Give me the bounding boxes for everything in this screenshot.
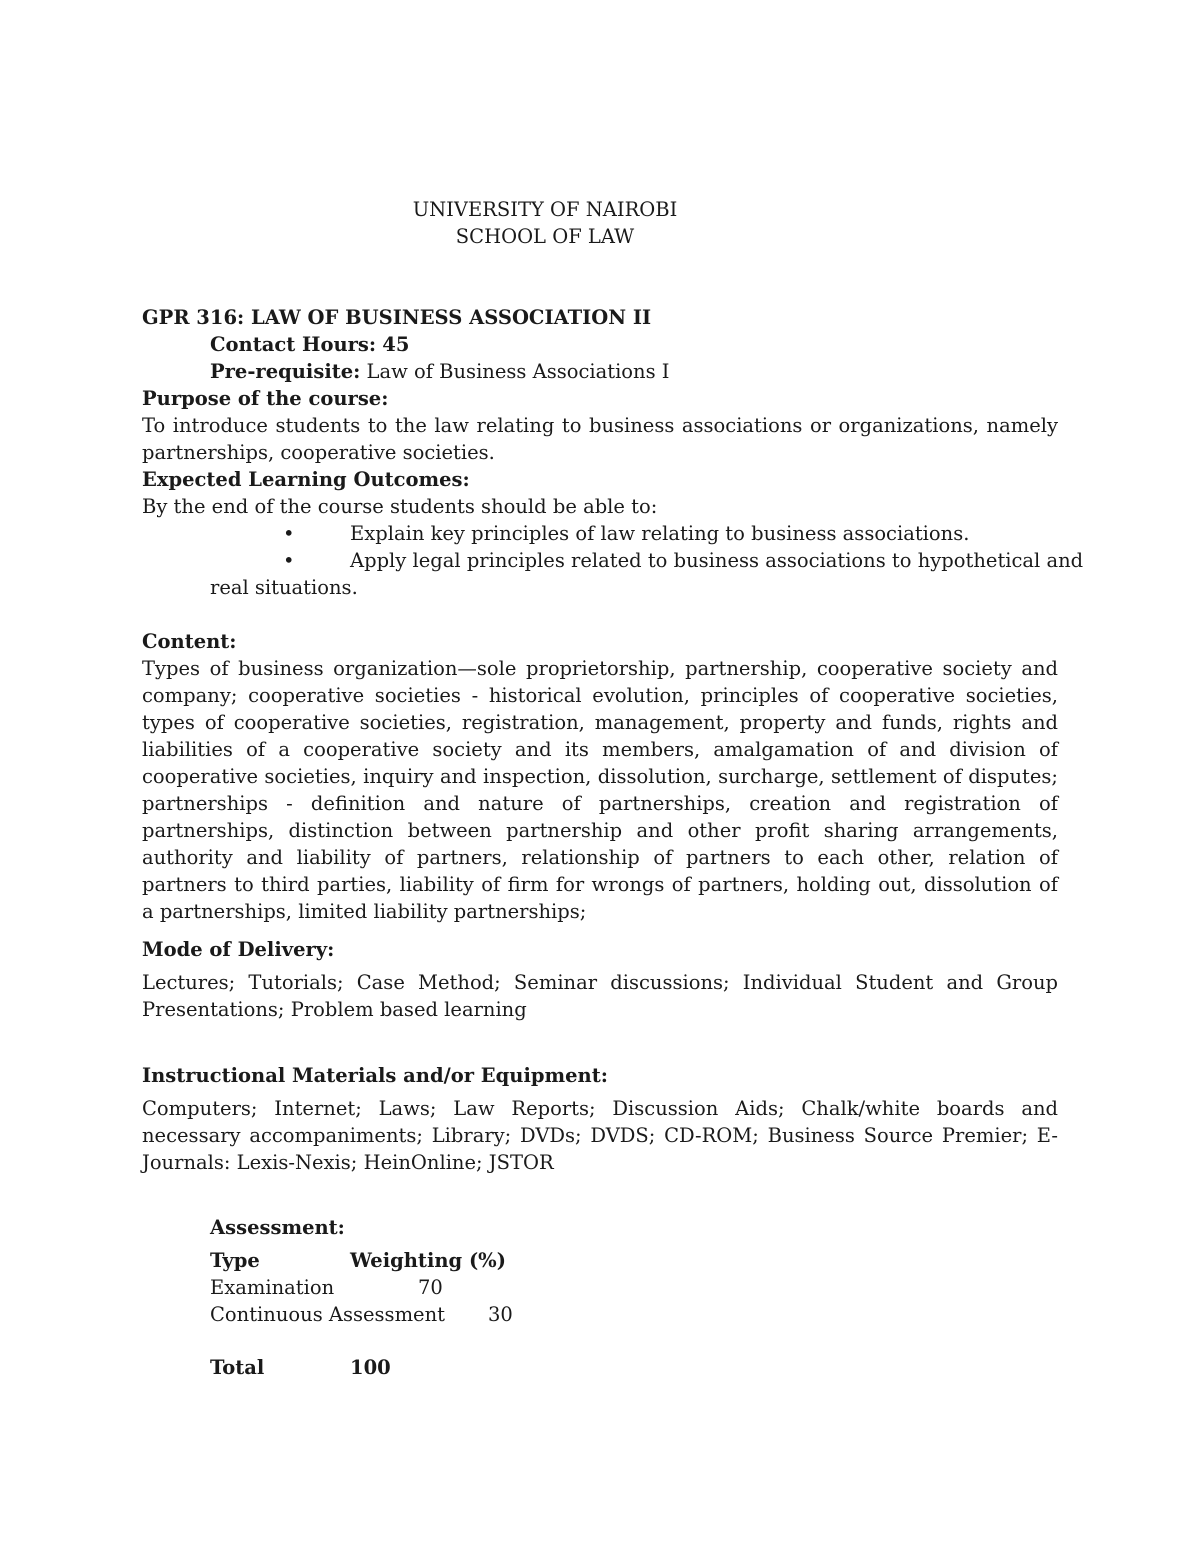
purpose-heading: Purpose of the course: (142, 387, 389, 410)
course-title: GPR 316: LAW OF BUSINESS ASSOCIATION II (142, 306, 652, 329)
assessment-col-weight: Weighting (%) (350, 1249, 506, 1272)
purpose-text: To introduce students to the law relating to business associations or organizations, namely partnerships, cooperative societies. (142, 414, 1058, 464)
outcomes-heading: Expected Learning Outcomes: (142, 468, 470, 491)
prerequisite-value: Law of Business Associations I (366, 360, 670, 383)
assessment-row-weight: 30 (488, 1303, 513, 1326)
assessment-total-value: 100 (350, 1356, 391, 1379)
outcomes-intro: By the end of the course students should be able to: (142, 495, 658, 518)
outcome-item: Explain key principles of law relating to business associations. (350, 522, 970, 545)
assessment-row-type: Examination (210, 1276, 335, 1299)
bullet-icon: • (283, 522, 295, 545)
outcome-item-continued: real situations. (210, 576, 358, 599)
content-text: Types of business organization—sole proprietorship, partnership, cooperative society and company; cooperative societies - historical evolution, principles of cooperative societies, types of cooperative societies, registration, management, property and funds, rights and liabilities of a cooperative society and its members, amalgamation of and division of cooperative societies, inquiry and inspection, dissolution, surcharge, settlement of disputes; partnerships - definition and nature of partnerships, creation and registration of partnerships, distinction between partnership and other profit sharing arrangements, authority and liability of partners, relationship of partners to each other, relation of partners to third parties, liability of firm for wrongs of partners, holding out, dissolution of a partnerships, limited liability partnerships; (142, 657, 1058, 923)
materials-heading: Instructional Materials and/or Equipment: (142, 1064, 608, 1087)
prerequisite-label: Pre-requisite: (210, 360, 361, 383)
outcome-item: Apply legal principles related to business associations to hypothetical and (350, 549, 1084, 572)
contact-hours (210, 331, 409, 358)
assessment-col-type: Type (210, 1249, 260, 1272)
contact-hours-label: Contact Hours: (210, 333, 377, 356)
delivery-heading: Mode of Delivery: (142, 938, 335, 961)
school-name: SCHOOL OF LAW (455, 225, 635, 248)
content-heading: Content: (142, 630, 237, 653)
assessment-heading: Assessment: (210, 1216, 345, 1239)
assessment-row-weight: 70 (418, 1276, 443, 1299)
materials-text: Computers; Internet; Laws; Law Reports; Discussion Aids; Chalk/white boards and necessary accompaniments; Library; DVDs; DVDS; CD-ROM; Business Source Premier; E-Journals: Lexis-Nexis; HeinOnline; JSTOR (142, 1097, 1058, 1174)
bullet-icon: • (283, 549, 295, 572)
contact-hours-value: 45 (382, 333, 410, 356)
delivery-text: Lectures; Tutorials; Case Method; Seminar discussions; Individual Student and Group Presentations; Problem based learning (142, 971, 1058, 1021)
assessment-row-type: Continuous Assessment (210, 1303, 445, 1326)
prerequisite (210, 358, 670, 385)
assessment-total-label: Total (210, 1356, 265, 1379)
university-name: UNIVERSITY OF NAIROBI (412, 198, 678, 221)
